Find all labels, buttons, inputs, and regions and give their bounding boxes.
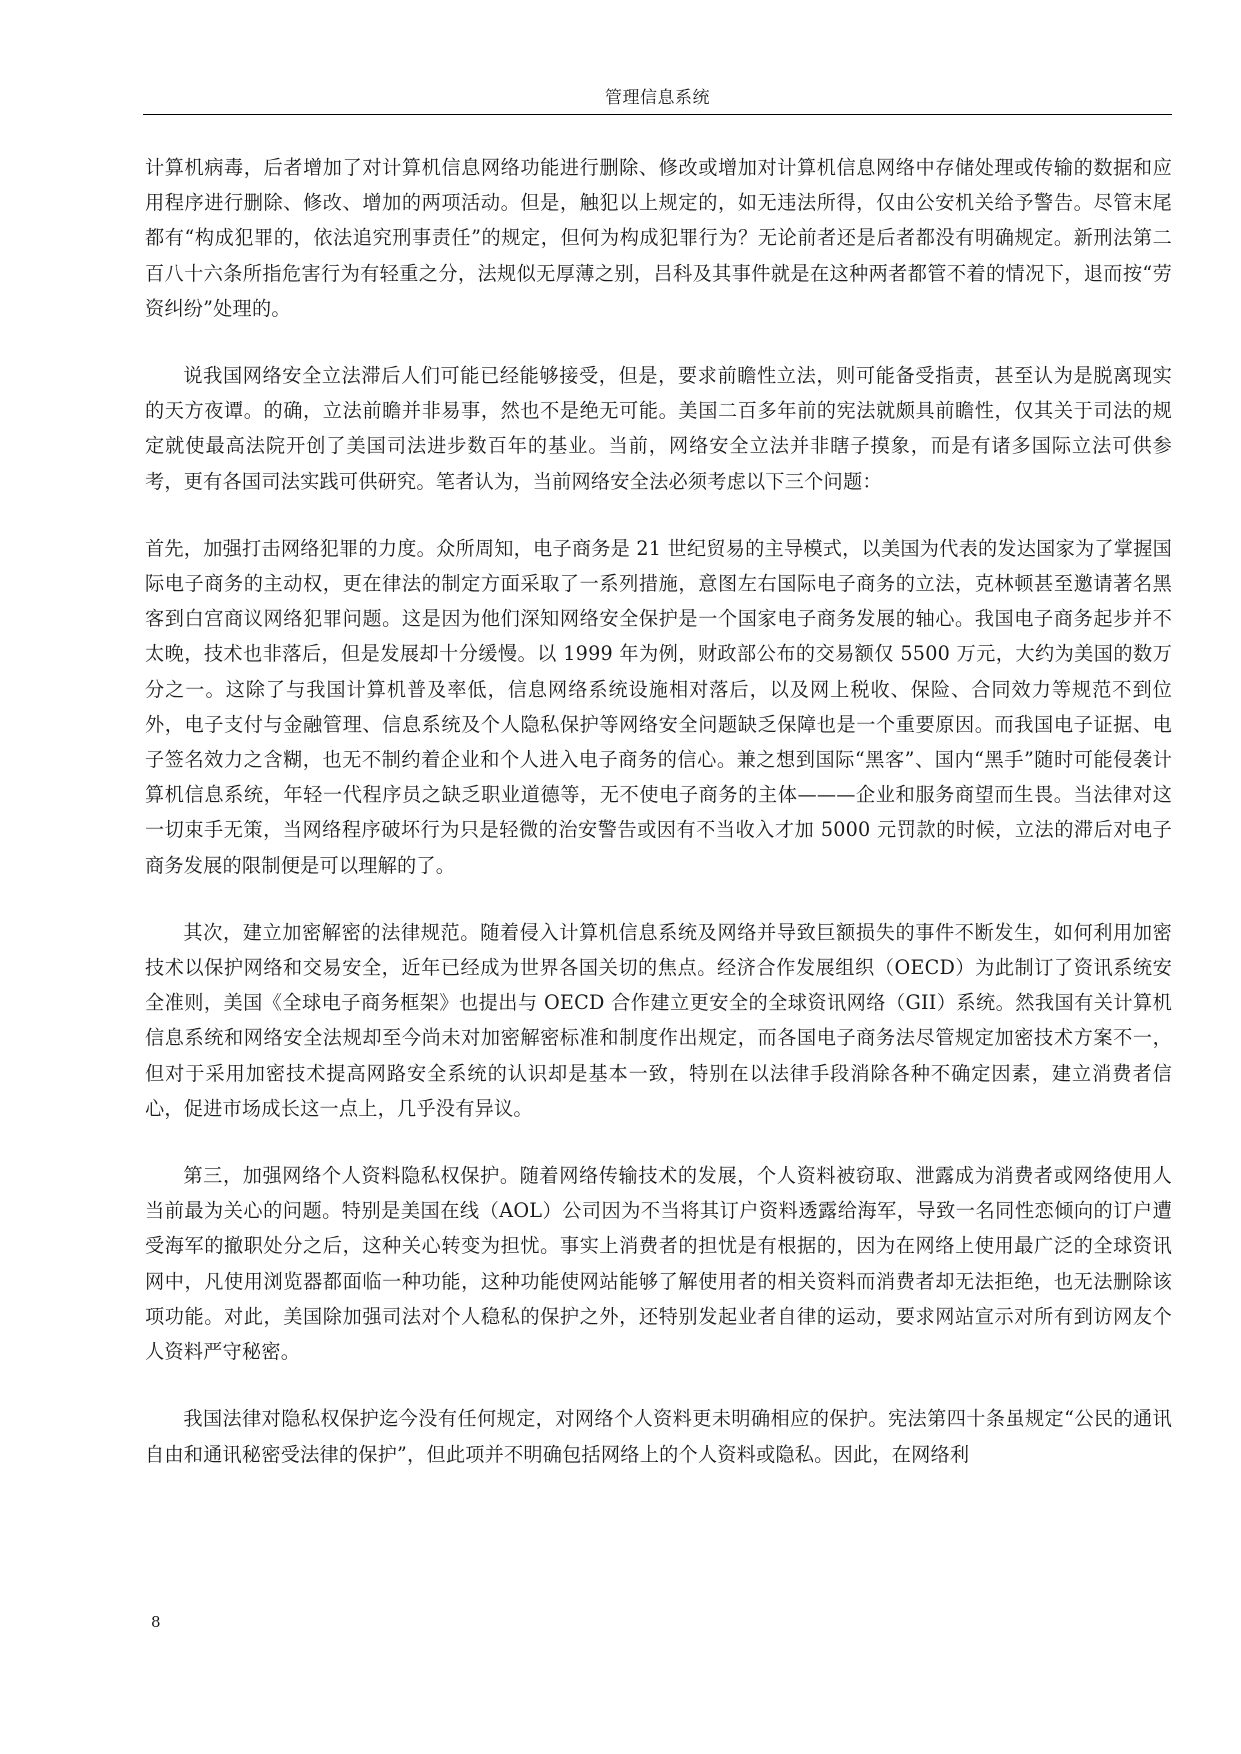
header-divider: [143, 114, 1172, 115]
paragraph-1: 计算机病毒，后者增加了对计算机信息网络功能进行删除、修改或增加对计算机信息网络中存储处理或传输的数据和应用程序进行删除、修改、增加的两项活动。但是，触犯以上规定的，如无违法所得，仅由公安机关给予警告。尽管末尾都有“构成犯罪的，依法追究刑事责任”的规定，但何为构成犯罪行为？无论前者还是后者都没有明确规定。新刑法第二百八十六条所指危害行为有轻重之分，法规似无厚薄之别，吕科及其事件就是在这种两者都管不着的情况下，退而按“劳资纠纷”处理的。: [145, 156, 1172, 320]
paragraph-6: 我国法律对隐私权保护迄今没有任何规定，对网络个人资料更未明确相应的保护。宪法第四十条虽规定“公民的通讯自由和通讯秘密受法律的保护”，但此项并不明确包括网络上的个人资料或隐私。因此，在网络利: [145, 1407, 1172, 1466]
paragraph-5: 第三，加强网络个人资料隐私权保护。随着网络传输技术的发展，个人资料被窃取、泄露成为消费者或网络使用人当前最为关心的问题。特别是美国在线（AOL）公司因为不当将其订户资料透露给海军，导致一名同性恋倾向的订户遭受海军的撤职处分之后，这种关心转变为担忧。事实上消费者的担忧是有根据的，因为在网络上使用最广泛的全球资讯网中，凡使用浏览器都面临一种功能，这种功能使网站能够了解使用者的相关资料而消费者却无法拒绝，也无法删除该项功能。对此，美国除加强司法对个人稳私的保护之外，还特别发起业者自律的运动，要求网站宣示对所有到访网友个人资料严守秘密。: [145, 1164, 1172, 1364]
paragraph-3: 首先，加强打击网络犯罪的力度。众所周知，电子商务是 21 世纪贸易的主导模式，以美国为代表的发达国家为了掌握国际电子商务的主动权，更在律法的制定方面采取了一系列措施，意图左右国际电子商务的立法，克林顿甚至邀请著名黑客到白宫商议网络犯罪问题。这是因为他们深知网络安全保护是一个国家电子商务发展的轴心。我国电子商务起步并不太晚，技术也非落后，但是发展却十分缓慢。以 1999 年为例，财政部公布的交易额仅 5500 万元，大约为美国的数万分之一。这除了与我国计算机普及率低，信息网络系统设施相对落后，以及网上税收、保险、合同效力等规范不到位外，电子支付与金融管理、信息系统及个人隐私保护等网络安全问题缺乏保障也是一个重要原因。而我国电子证据、电子签名效力之含糊，也无不制约着企业和个人进入电子商务的信心。兼之想到国际“黑客”、国内“黑手”随时可能侵袭计算机信息系统，年轻一代程序员之缺乏职业道德等，无不使电子商务的主体———企业和服务商望而生畏。当法律对这一切束手无策，当网络程序破坏行为只是轻微的治安警告或因有不当收入才加 5000 元罚款的时候，立法的滞后对电子商务发展的限制便是可以理解的了。: [145, 536, 1172, 877]
page-header-title: 管理信息系统: [605, 88, 710, 108]
paragraph-4: 其次，建立加密解密的法律规范。随着侵入计算机信息系统及网络并导致巨额损失的事件不断发生，如何利用加密技术以保护网络和交易安全，近年已经成为世界各国关切的焦点。经济合作发展组织（OECD）为此制订了资讯系统安全准则，美国《全球电子商务框架》也提出与 OECD 合作建立更安全的全球资讯网络（GII）系统。然我国有关计算机信息系统和网络安全法规却至今尚未对加密解密标准和制度作出规定，而各国电子商务法尽管规定加密技术方案不一，但对于采用加密技术提高网路安全系统的认识却是基本一致，特别在以法律手段消除各种不确定因素，建立消费者信心，促进市场成长这一点上，几乎没有异议。: [145, 920, 1172, 1120]
page-number: 8: [151, 1613, 161, 1631]
paragraph-2: 说我国网络安全立法滞后人们可能已经能够接受，但是，要求前瞻性立法，则可能备受指责，甚至认为是脱离现实的天方夜谭。的确，立法前瞻并非易事，然也不是绝无可能。美国二百多年前的宪法就颇具前瞻性，仅其关于司法的规定就使最高法院开创了美国司法进步数百年的基业。当前，网络安全立法并非瞎子摸象，而是有诸多国际立法可供参考，更有各国司法实践可供研究。笔者认为，当前网络安全法必须考虑以下三个问题：: [145, 364, 1172, 493]
document-body: [145, 150, 1172, 1472]
